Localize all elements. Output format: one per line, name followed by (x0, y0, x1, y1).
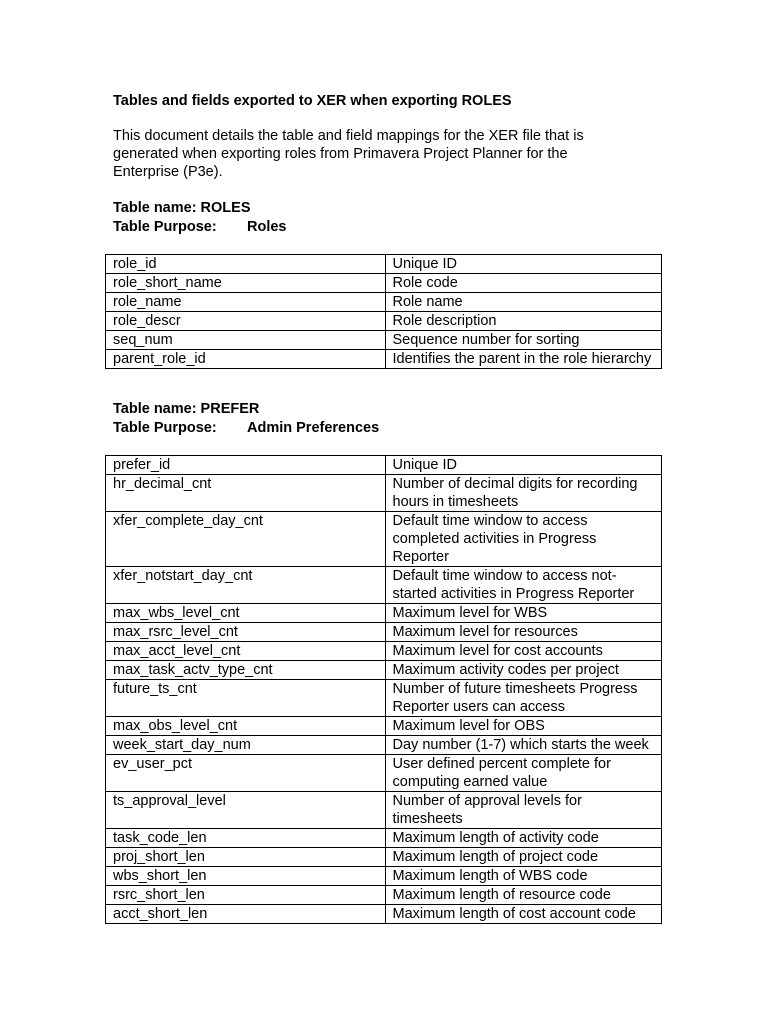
intro-paragraph (113, 127, 613, 181)
field-name-cell: parent_role_id (106, 350, 386, 369)
field-name-cell: xfer_notstart_day_cnt (106, 567, 386, 604)
table-row (106, 350, 662, 369)
field-name-cell: max_rsrc_level_cnt (106, 623, 386, 642)
field-name-cell: task_code_len (106, 829, 386, 848)
table-row (106, 886, 662, 905)
field-description-cell: Maximum length of activity code (385, 829, 662, 848)
table-row (106, 829, 662, 848)
field-description-cell: Day number (1-7) which starts the week (385, 736, 662, 755)
table-row (106, 623, 662, 642)
field-name-cell: role_name (106, 293, 386, 312)
field-description-cell: Number of approval levels for timesheets (385, 792, 662, 829)
document-title: Tables and fields exported to XER when exporting ROLES (113, 93, 512, 109)
table-row (106, 867, 662, 886)
table-row (106, 755, 662, 792)
field-name-cell: seq_num (106, 331, 386, 350)
field-description-cell: Number of decimal digits for recording hours in timesheets (385, 475, 662, 512)
table-row (106, 274, 662, 293)
field-name-cell: max_task_actv_type_cnt (106, 661, 386, 680)
table-purpose-value: Roles (247, 219, 287, 235)
field-description-cell: Role name (385, 293, 662, 312)
table-row (106, 293, 662, 312)
table-row (106, 456, 662, 475)
intro-line: Enterprise (P3e). (113, 164, 223, 180)
field-name-cell: hr_decimal_cnt (106, 475, 386, 512)
field-description-cell: Unique ID (385, 456, 662, 475)
field-name-cell: ev_user_pct (106, 755, 386, 792)
field-description-cell: User defined percent complete for computing earned value (385, 755, 662, 792)
table-row (106, 331, 662, 350)
field-description-cell: Maximum length of project code (385, 848, 662, 867)
roles-table-heading (113, 199, 287, 237)
field-name-cell: role_id (106, 255, 386, 274)
roles-field-table (105, 254, 662, 369)
table-name-label: Table name: ROLES (113, 200, 251, 216)
field-description-cell: Maximum length of WBS code (385, 867, 662, 886)
field-description-cell: Role description (385, 312, 662, 331)
table-name-label: Table name: PREFER (113, 401, 260, 417)
table-row (106, 255, 662, 274)
field-description-cell: Maximum level for resources (385, 623, 662, 642)
field-description-cell: Default time window to access completed activities in Progress Reporter (385, 512, 662, 567)
field-name-cell: rsrc_short_len (106, 886, 386, 905)
intro-line: generated when exporting roles from Primavera Project Planner for the (113, 146, 568, 162)
field-name-cell: max_acct_level_cnt (106, 642, 386, 661)
table-row (106, 604, 662, 623)
table-purpose-label: Table Purpose: (113, 420, 217, 436)
field-description-cell: Maximum activity codes per project (385, 661, 662, 680)
table-row (106, 567, 662, 604)
field-description-cell: Default time window to access not-started activities in Progress Reporter (385, 567, 662, 604)
table-row (106, 848, 662, 867)
field-name-cell: prefer_id (106, 456, 386, 475)
field-name-cell: ts_approval_level (106, 792, 386, 829)
table-row (106, 312, 662, 331)
table-row (106, 792, 662, 829)
table-row (106, 512, 662, 567)
field-description-cell: Maximum level for cost accounts (385, 642, 662, 661)
field-name-cell: week_start_day_num (106, 736, 386, 755)
field-description-cell: Maximum level for WBS (385, 604, 662, 623)
field-name-cell: xfer_complete_day_cnt (106, 512, 386, 567)
field-description-cell: Maximum level for OBS (385, 717, 662, 736)
table-row (106, 736, 662, 755)
table-row (106, 642, 662, 661)
table-row (106, 680, 662, 717)
field-name-cell: wbs_short_len (106, 867, 386, 886)
field-name-cell: role_descr (106, 312, 386, 331)
field-description-cell: Unique ID (385, 255, 662, 274)
table-purpose-label: Table Purpose: (113, 219, 217, 235)
field-description-cell: Maximum length of resource code (385, 886, 662, 905)
table-row (106, 475, 662, 512)
table-purpose-value: Admin Preferences (247, 420, 380, 436)
field-name-cell: proj_short_len (106, 848, 386, 867)
table-row (106, 905, 662, 924)
prefer-field-table (105, 455, 662, 924)
field-name-cell: future_ts_cnt (106, 680, 386, 717)
field-description-cell: Identifies the parent in the role hierarchy (385, 350, 662, 369)
field-name-cell: role_short_name (106, 274, 386, 293)
field-name-cell: acct_short_len (106, 905, 386, 924)
field-description-cell: Number of future timesheets Progress Reporter users can access (385, 680, 662, 717)
field-description-cell: Sequence number for sorting (385, 331, 662, 350)
field-description-cell: Role code (385, 274, 662, 293)
field-name-cell: max_obs_level_cnt (106, 717, 386, 736)
intro-line: This document details the table and field mappings for the XER file that is (113, 128, 584, 144)
prefer-table-heading (113, 400, 379, 438)
field-description-cell: Maximum length of cost account code (385, 905, 662, 924)
field-name-cell: max_wbs_level_cnt (106, 604, 386, 623)
table-row (106, 717, 662, 736)
table-row (106, 661, 662, 680)
